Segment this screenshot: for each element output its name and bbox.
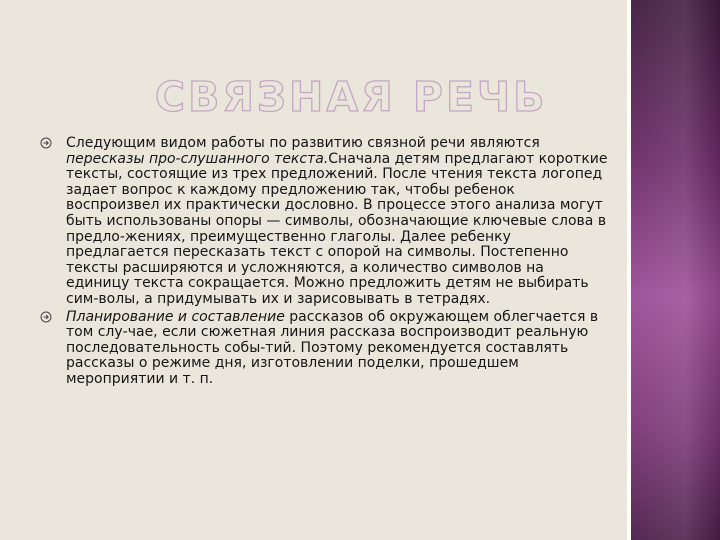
bullet-emphasis-text: пересказы про-слушанного текста. (66, 150, 329, 167)
slide-title: СВЯЗНАЯ РЕЧЬ (155, 73, 548, 121)
bullet-list (40, 136, 610, 390)
bullet-body-text: Сначала детям предлагают короткие тексты, состоящие из трех предложений. После чтения текста логопед задает вопрос к каждому предложению так, чтобы ребенок воспроизвел их практически дословно. В процессе этого анализа могут быть использованы опоры — символы, обозначающие ключевые слова в предло-жениях, преимущественно глаголы. Далее ребенку предлагается пересказать текст с опорой на символы. Постепенно тексты расширяются и усложняются, а количество символов на единицу текста сокращается. Можно предложить детям не выбирать сим-волы, а придумывать их и зарисовывать в тетрадях. (66, 150, 608, 307)
circled-arrow-icon (40, 137, 52, 149)
bullet-item-storytelling (40, 310, 610, 388)
bullet-item-retelling (40, 136, 610, 308)
bullet-body-text: рассказов об окружающем облегчается в том слу-чае, если сюжетная линия рассказа воспроизводит реальную последовательность собы-тий. Поэтому рекомендуется составлять рассказы о режиме дня, изготовлении поделки, прошедшем мероприятии и т. п. (66, 308, 599, 387)
bullet-lead-text: Следующим видом работы по развитию связной речи являются (66, 135, 540, 151)
decorative-side-band (631, 0, 720, 540)
bullet-emphasis-text: Планирование и составление (66, 308, 285, 325)
circled-arrow-icon (40, 311, 52, 323)
